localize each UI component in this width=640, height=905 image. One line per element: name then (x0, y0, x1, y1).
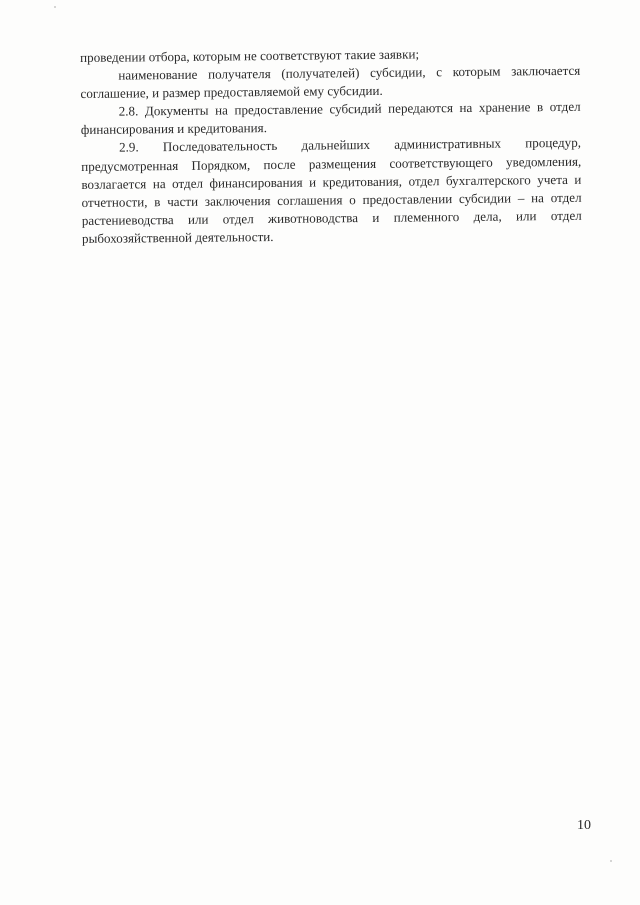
paragraph: 2.9. Последовательность дальнейших административных процедур, предусмотренная Порядком, после размещения соответствующего уведомления, возлагается на отдел финансирования и кредитования, отдел бухгалтерского учета и отчетности, в части заключения соглашения о предоставлении субсидии – на отдел растениеводства или отдел животноводства и племенного дела, или отдел рыбохозяйственной деятельности. (81, 135, 582, 246)
paragraph: проведении отбора, которым не соответствуют такие заявки; (80, 46, 420, 65)
paragraph: наименование получателя (получателей) субсидии, с которым заключается соглашение, и размер предоставляемой ему субсидии. (80, 62, 581, 102)
scan-speck (610, 860, 612, 862)
body-text (80, 44, 582, 248)
page-number: 10 (577, 818, 591, 833)
scan-speck (54, 6, 56, 8)
paragraph: 2.8. Документы на предоставление субсидий передаются на хранение в отдел финансирования и кредитования. (80, 99, 581, 138)
